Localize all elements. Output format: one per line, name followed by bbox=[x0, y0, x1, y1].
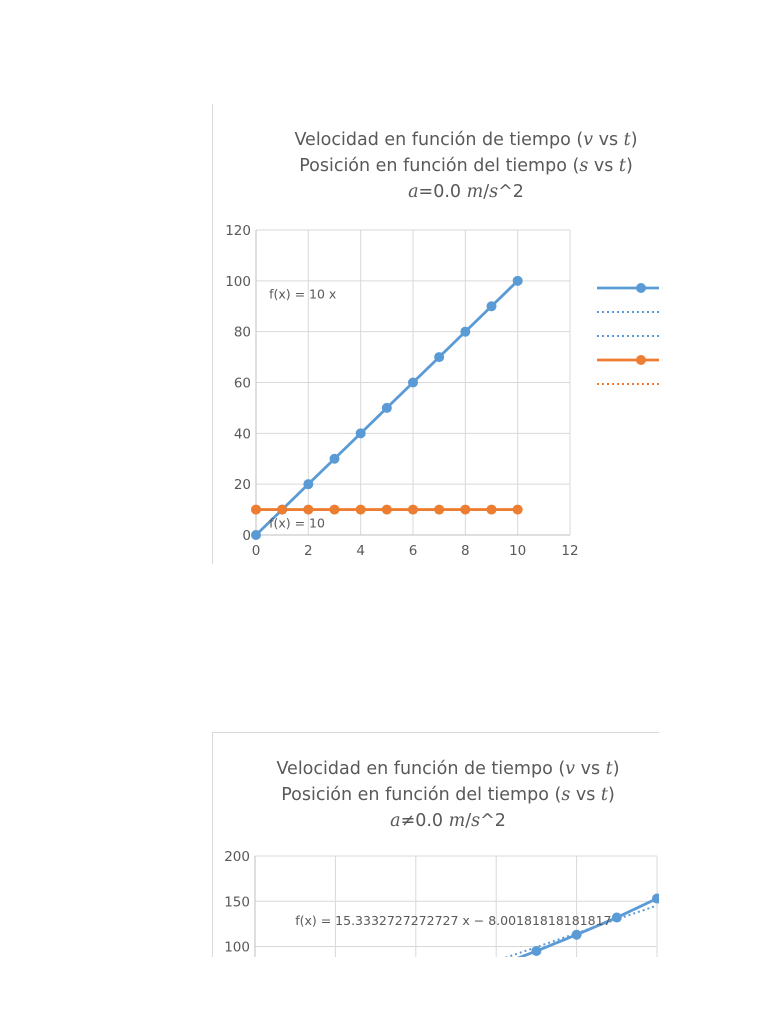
chart-title-segment: ) bbox=[612, 759, 620, 779]
chart-title-line-1 bbox=[294, 130, 637, 150]
y-tick-label: 40 bbox=[233, 426, 251, 443]
chart-title-segment: s bbox=[579, 156, 589, 176]
chart-title-line-2 bbox=[299, 156, 633, 176]
x-tick-label: 0 bbox=[251, 543, 261, 559]
data-point bbox=[487, 301, 497, 311]
x-tick-label: 6 bbox=[408, 543, 418, 559]
data-point bbox=[277, 505, 287, 515]
chart-title-segment: s bbox=[561, 785, 571, 805]
chart-title-segment: v bbox=[565, 759, 576, 779]
x-tick-label: 2 bbox=[304, 543, 313, 559]
chart-title-segment: Posición en función del tiempo ( bbox=[299, 156, 580, 176]
x-tick-label: 8 bbox=[461, 543, 470, 559]
data-point bbox=[251, 505, 261, 515]
data-point bbox=[513, 505, 523, 515]
y-tick-label: 0 bbox=[242, 528, 251, 544]
chart-title-line-1 bbox=[276, 759, 619, 779]
chart-title-segment: Velocidad en función de tiempo ( bbox=[276, 759, 566, 779]
x-tick-label: 10 bbox=[509, 543, 527, 559]
chart-title-segment: t bbox=[618, 156, 626, 176]
trendline-equation-label: f(x) = 10 x bbox=[269, 286, 337, 302]
chart-title-segment: s bbox=[489, 182, 499, 202]
chart-title-segment: ≠0.0 bbox=[400, 811, 449, 831]
data-point bbox=[303, 479, 313, 489]
chart-title-line-3 bbox=[408, 182, 524, 202]
data-point bbox=[460, 505, 470, 515]
data-point bbox=[460, 327, 470, 337]
data-point bbox=[356, 428, 366, 438]
chart-title-segment: vs bbox=[588, 156, 619, 176]
y-tick-label: 100 bbox=[225, 273, 251, 290]
chart-title-segment: ) bbox=[625, 156, 633, 176]
data-point bbox=[382, 505, 392, 515]
y-tick-label: 80 bbox=[233, 324, 251, 341]
chart-title-segment: vs bbox=[593, 130, 624, 150]
chart-title-segment: m bbox=[466, 182, 484, 202]
data-point bbox=[251, 530, 261, 540]
chart-nonzero-acceleration bbox=[213, 733, 659, 957]
chart-title-segment: / bbox=[483, 182, 490, 202]
data-point bbox=[330, 454, 340, 464]
chart-title-segment: t bbox=[605, 759, 613, 779]
chart-title-segment: s bbox=[471, 811, 481, 831]
y-tick-label: 200 bbox=[224, 849, 250, 865]
chart-panel-constant-acceleration bbox=[212, 104, 659, 564]
plot-area bbox=[251, 276, 523, 540]
data-point bbox=[382, 403, 392, 413]
chart-title-segment: ^2 bbox=[498, 182, 524, 202]
data-point bbox=[487, 505, 497, 515]
x-tick-label: 12 bbox=[561, 543, 579, 559]
data-point bbox=[434, 505, 444, 515]
chart-constant-acceleration bbox=[213, 104, 659, 564]
data-point bbox=[612, 913, 622, 923]
chart-title-segment: vs bbox=[570, 785, 601, 805]
data-point bbox=[303, 505, 313, 515]
chart-title-segment: ^2 bbox=[480, 811, 506, 831]
y-tick-label: 100 bbox=[224, 939, 250, 956]
chart-title-segment: v bbox=[583, 130, 594, 150]
chart-title-segment: ) bbox=[630, 130, 638, 150]
data-point bbox=[408, 505, 418, 515]
chart-title-segment: Velocidad en función de tiempo ( bbox=[294, 130, 584, 150]
chart-title-segment: m bbox=[448, 811, 466, 831]
trendline-equation-label: f(x) = 15.3332727272727 x − 8.00181818181817 bbox=[295, 912, 612, 928]
chart-title-segment: vs bbox=[575, 759, 606, 779]
chart-title-line-3 bbox=[390, 811, 506, 831]
x-tick-label: 4 bbox=[356, 543, 365, 559]
data-point bbox=[572, 930, 582, 940]
data-point bbox=[434, 352, 444, 362]
data-point bbox=[330, 505, 340, 515]
y-tick-label: 20 bbox=[233, 477, 251, 494]
chart-title-segment: t bbox=[623, 130, 631, 150]
chart-title-segment: =0.0 bbox=[418, 182, 467, 202]
data-point bbox=[408, 378, 418, 388]
chart-title-segment: a bbox=[390, 811, 401, 831]
data-point bbox=[513, 276, 523, 286]
chart-title-segment: a bbox=[408, 182, 419, 202]
chart-title-line-2 bbox=[281, 785, 615, 805]
chart-panel-nonzero-acceleration bbox=[212, 732, 659, 957]
legend-marker bbox=[636, 355, 646, 365]
y-tick-label: 60 bbox=[233, 375, 251, 392]
legend-marker bbox=[636, 283, 646, 293]
data-point bbox=[531, 946, 541, 956]
trendline-equation-label: f(x) = 10 bbox=[269, 515, 325, 531]
data-point bbox=[356, 505, 366, 515]
chart-title-segment: / bbox=[465, 811, 472, 831]
y-tick-label: 120 bbox=[225, 223, 251, 239]
chart-title-segment: Posición en función del tiempo ( bbox=[281, 785, 562, 805]
data-point bbox=[652, 894, 659, 904]
chart-title-segment: ) bbox=[607, 785, 615, 805]
y-tick-label: 150 bbox=[224, 894, 250, 911]
chart-title-segment: t bbox=[600, 785, 608, 805]
